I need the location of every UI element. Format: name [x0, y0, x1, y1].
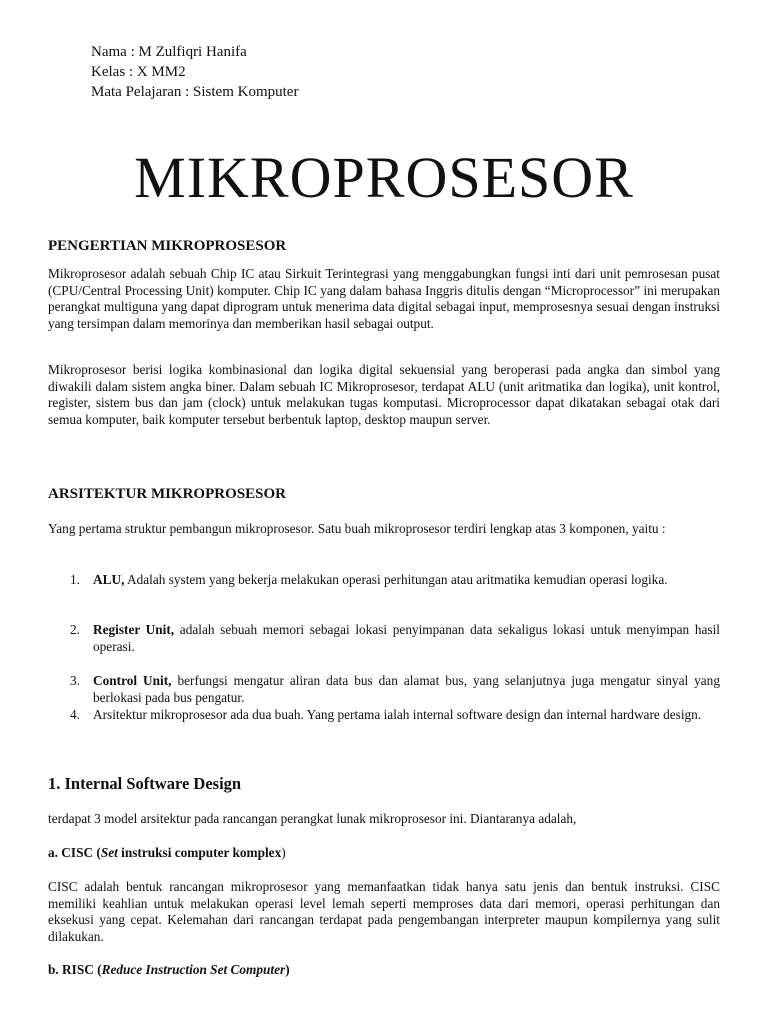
- section-heading-internal-software: 1. Internal Software Design: [48, 774, 242, 793]
- student-name: Nama : M Zulfiqri Hanifa: [91, 44, 247, 60]
- list-term: Register Unit,: [93, 622, 175, 637]
- list-number: 3.: [70, 673, 80, 688]
- list-text: adalah sebuah memori sebagai lokasi penyimpanan data sekaligus lokasi untuk menyimpan hasil operasi.: [93, 622, 720, 654]
- paragraph-logic: Mikroprosesor berisi logika kombinasional dan logika digital sekuensial yang beroperasi pada angka dan simbol yang diwakili dalam sistem angka biner. Dalam sebuah IC Mikroprosesor, terdapat ALU (unit aritmatika dan logika), unit kontrol, register, sistem bus dan jam (clock) untuk melakukan tugas komputasi. Microprocessor dapat dikatakan sebagai otak dari semua komputer, baik komputer tersebut berbentuk laptop, desktop maupun server.: [48, 362, 720, 428]
- paragraph-cisc: CISC adalah bentuk rancangan mikroprosesor yang memanfaatkan tidak hanya satu jenis dan bentuk instruksi. CISC memiliki keahlian untuk melakukan operasi level lemah seperti memproses data dari memori, operasi perhitungan dan eksekusi yang cepat. Kelemahan dari rancangan terdapat pada pengembangan interpreter maupun kompilernya yang sulit dilakukan.: [48, 879, 720, 945]
- student-info: [91, 42, 298, 102]
- list-text: berfungsi mengatur aliran data bus dan alamat bus, yang selanjutnya juga mengatur sinyal yang berlokasi pada bus pengatur.: [93, 673, 720, 705]
- section-heading-pengertian: PENGERTIAN MIKROPROSESOR: [48, 238, 287, 254]
- document-title: MIKROPROSESOR: [134, 145, 634, 210]
- section-heading-arsitektur: ARSITEKTUR MIKROPROSESOR: [48, 486, 286, 502]
- list-text: Arsitektur mikroprosesor ada dua buah. Yang pertama ialah internal software design dan internal hardware design.: [93, 707, 702, 722]
- paragraph-components-intro: Yang pertama struktur pembangun mikroprosesor. Satu buah mikroprosesor terdiri lengkap atas 3 komponen, yaitu :: [48, 521, 666, 536]
- paragraph-definition: Mikroprosesor adalah sebuah Chip IC atau Sirkuit Terintegrasi yang menggabungkan fungsi inti dari unit pemrosesan pusat (CPU/Central Processing Unit) komputer. Chip IC yang dalam bahasa Inggris ditulis dengan “Microprocessor” ini merupakan perangkat multiguna yang dapat diprogram untuk menerima data digital sebagai input, memprosesnya sesuai dengan instruksi yang tersimpan dalam memorinya dan memberikan hasil sebagai output.: [48, 266, 720, 332]
- subject-line: Mata Pelajaran : Sistem Komputer: [91, 84, 299, 100]
- risc-heading: b. RISC (Reduce Instruction Set Computer): [48, 962, 290, 977]
- cisc-heading: a. CISC (Set instruksi computer komplex): [48, 845, 286, 860]
- list-term: Control Unit,: [93, 673, 172, 688]
- paragraph-models-intro: terdapat 3 model arsitektur pada rancangan perangkat lunak mikroprosesor ini. Diantaranya adalah,: [48, 811, 577, 826]
- list-text: Adalah system yang bekerja melakukan operasi perhitungan atau aritmatika kemudian operasi logika.: [124, 572, 668, 587]
- list-number: 1.: [70, 572, 80, 587]
- student-class: Kelas : X MM2: [91, 64, 186, 80]
- list-number: 4.: [70, 707, 80, 722]
- list-number: 2.: [70, 622, 80, 637]
- list-term: ALU,: [93, 572, 125, 587]
